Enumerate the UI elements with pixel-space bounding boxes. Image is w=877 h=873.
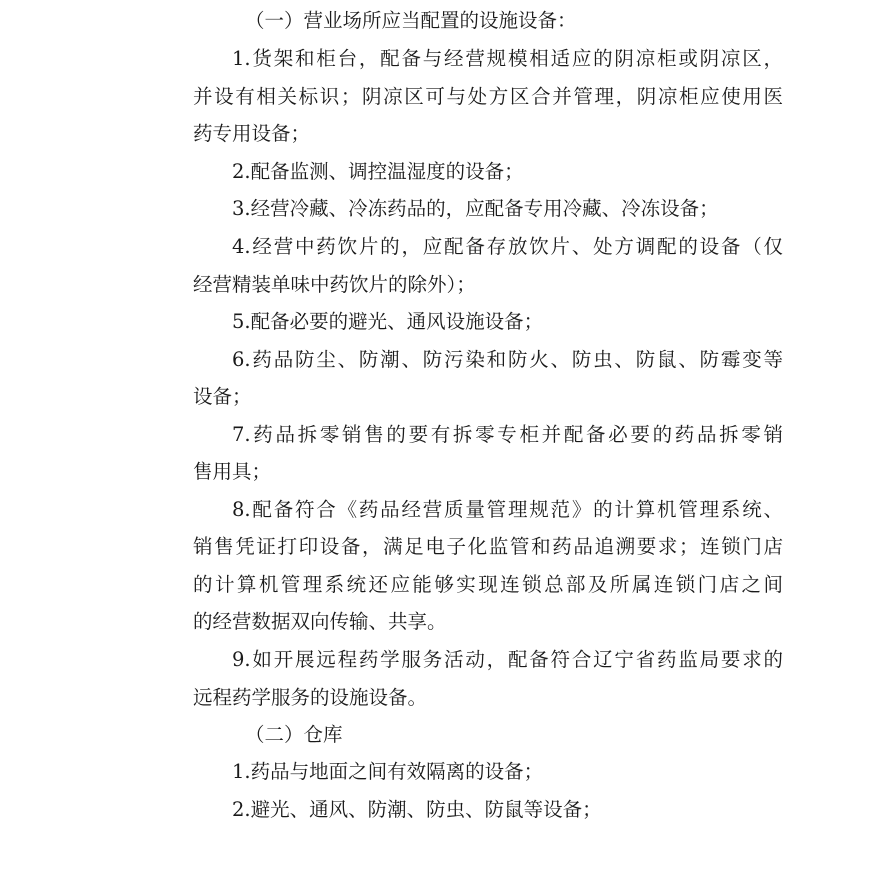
section-heading-1: （一）营业场所应当配置的设施设备： xyxy=(245,9,577,32)
paragraph-line: 7.药品拆零销售的要有拆零专柜并配备必要的药品拆零销 xyxy=(232,423,783,446)
paragraph-line: 6.药品防尘、防潮、防污染和防火、防虫、防鼠、防霉变等 xyxy=(232,348,783,371)
paragraph-line: 远程药学服务的设施设备。 xyxy=(193,686,428,709)
paragraph-line: 销售凭证打印设备，满足电子化监管和药品追溯要求；连锁门店 xyxy=(193,535,783,558)
paragraph-line: 售用具； xyxy=(193,460,272,483)
paragraph-line: 的计算机管理系统还应能够实现连锁总部及所属连锁门店之间 xyxy=(193,573,783,596)
paragraph-line: 药专用设备； xyxy=(193,122,311,145)
paragraph-line: 的经营数据双向传输、共享。 xyxy=(193,610,447,633)
paragraph-line: 并设有相关标识；阴凉区可与处方区合并管理，阴凉柜应使用医 xyxy=(193,85,783,108)
paragraph-line: 1.药品与地面之间有效隔离的设备； xyxy=(232,760,544,783)
paragraph-line: 1.货架和柜台，配备与经营规模相适应的阴凉柜或阴凉区， xyxy=(232,47,783,70)
paragraph-line: 设备； xyxy=(193,385,252,408)
paragraph-line: 8.配备符合《药品经营质量管理规范》的计算机管理系统、 xyxy=(232,498,783,521)
paragraph-line: 9.如开展远程药学服务活动，配备符合辽宁省药监局要求的 xyxy=(232,648,783,671)
paragraph-line: 2.配备监测、调控温湿度的设备； xyxy=(232,160,524,183)
paragraph-line: 5.配备必要的避光、通风设施设备； xyxy=(232,310,544,333)
paragraph-line: 3.经营冷藏、冷冻药品的，应配备专用冷藏、冷冻设备； xyxy=(232,197,719,220)
paragraph-line: 2.避光、通风、防潮、防虫、防鼠等设备； xyxy=(232,798,602,821)
section-heading-2: （二）仓库 xyxy=(245,723,343,746)
paragraph-line: 经营精装单味中药饮片的除外）； xyxy=(193,273,476,296)
paragraph-line: 4.经营中药饮片的，应配备存放饮片、处方调配的设备（仅 xyxy=(232,235,783,258)
